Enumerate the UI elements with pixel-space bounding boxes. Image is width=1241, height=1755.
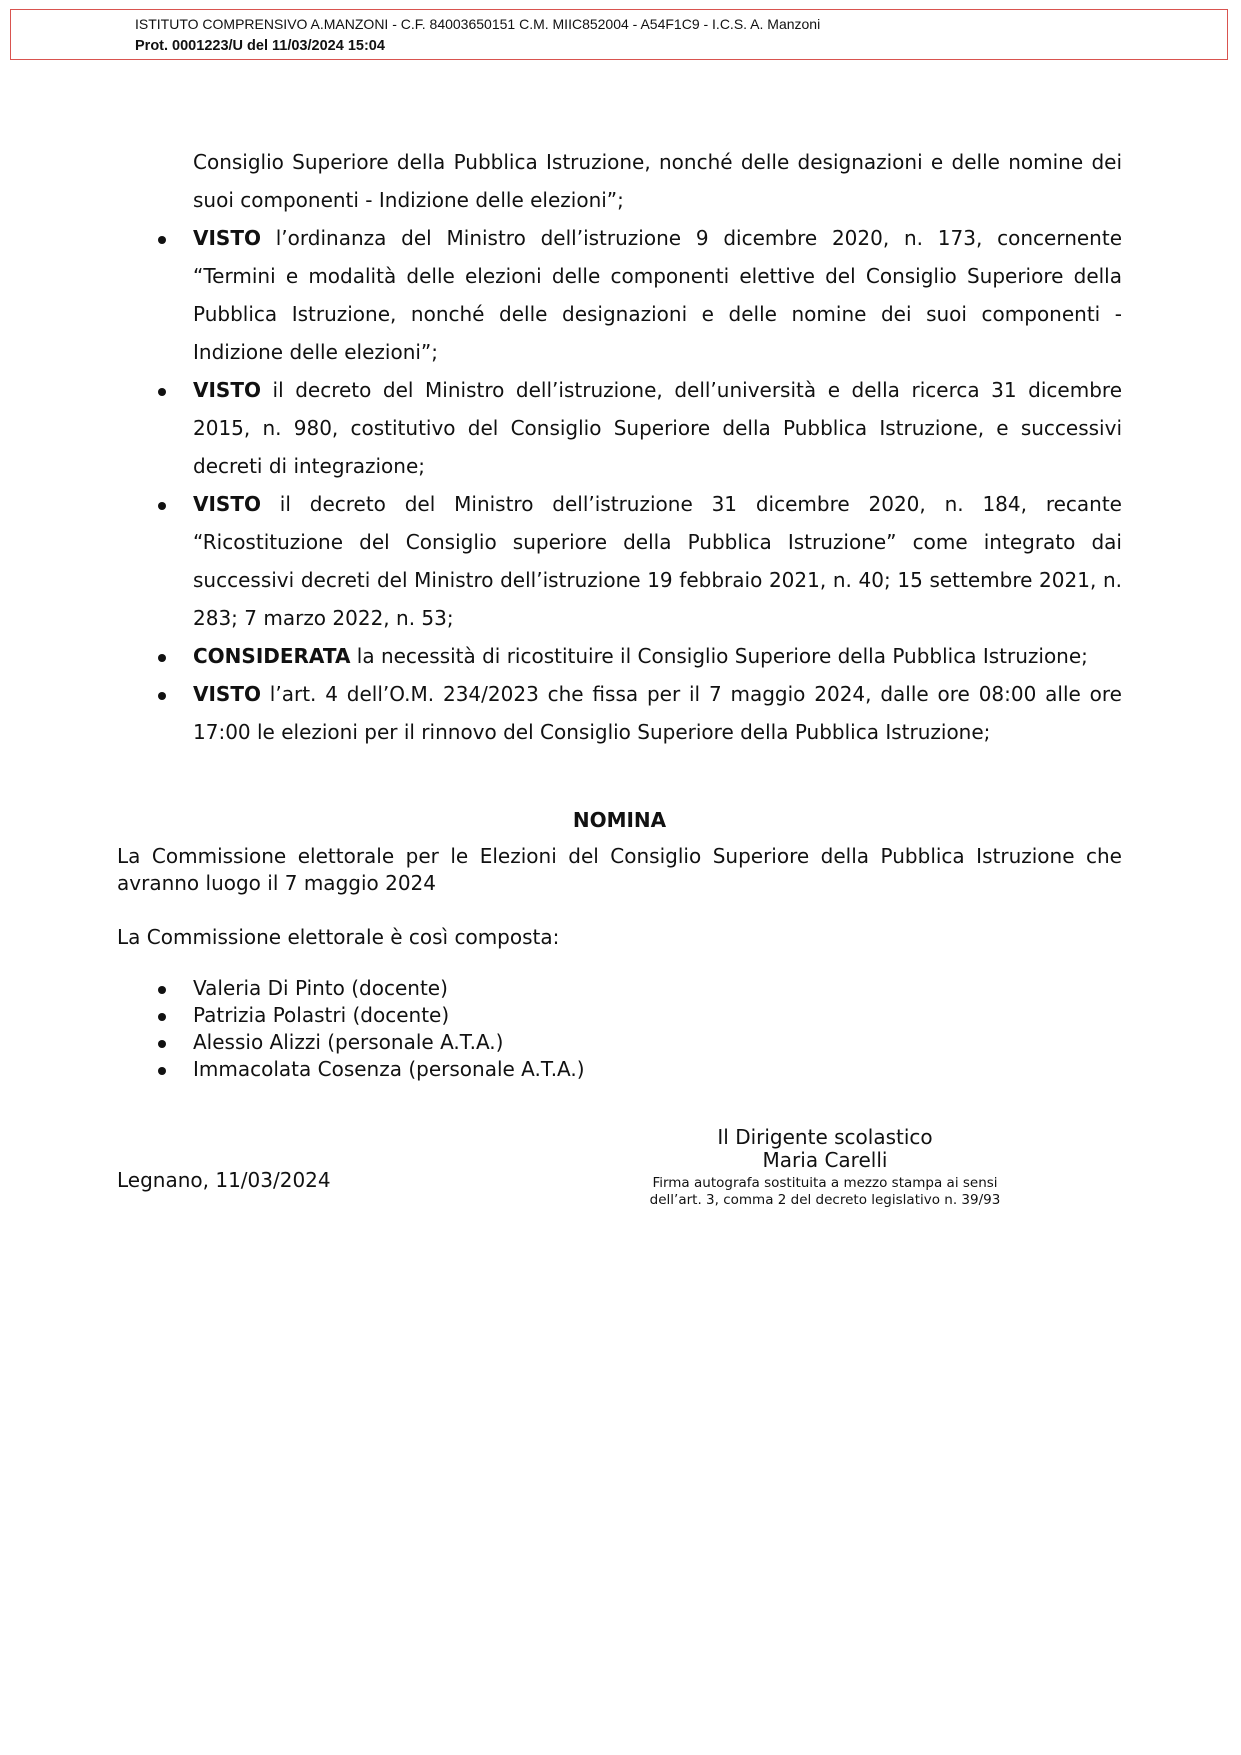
- bullet-icon: [158, 1067, 166, 1075]
- premise-text: il decreto del Ministro dell’istruzione 31 dicembre 2020, n. 184, recante “Ricostituzione del Consiglio superiore della Pubblica Istruzione” come integrato dai successivi decreti del Ministro dell’istruzione 19 febbraio 2021, n. 40; 15 settembre 2021, n. 283; 7 marzo 2022, n. 53;: [193, 492, 1122, 630]
- premise-text: l’ordinanza del Ministro dell’istruzione 9 dicembre 2020, n. 173, concernente “Termini e modalità delle elezioni delle componenti elettive del Consiglio Superiore della Pubblica Istruzione, nonché delle designazioni e delle nomine dei suoi componenti - Indizione delle elezioni”;: [193, 226, 1122, 364]
- signatory-role: Il Dirigente scolastico: [717, 1125, 933, 1149]
- composition-paragraph: La Commissione elettorale è così composta:: [117, 925, 560, 949]
- bullet-icon: [158, 986, 166, 994]
- bullet-icon: [158, 388, 166, 396]
- bullet-icon: [158, 236, 166, 244]
- section-heading: NOMINA: [572, 808, 667, 832]
- document-body: [117, 143, 1122, 1194]
- premise-keyword: VISTO: [193, 226, 261, 250]
- signature-note-line: Firma autografa sostituita a mezzo stampa ai sensi: [652, 1175, 998, 1191]
- member-item: [117, 1056, 1122, 1083]
- bullet-icon: [158, 692, 166, 700]
- protocol-stamp: [10, 9, 1228, 60]
- stamp-protocol-line: Prot. 0001223/U del 11/03/2024 15:04: [135, 38, 385, 54]
- signature-note-line: dell’art. 3, comma 2 del decreto legislativo n. 39/93: [649, 1192, 1001, 1208]
- members-list: [117, 975, 1122, 1083]
- stamp-institute-line: ISTITUTO COMPRENSIVO A.MANZONI - C.F. 84003650151 C.M. MIIC852004 - A54F1C9 - I.C.S. A. Manzoni: [135, 16, 821, 32]
- premise-item: [117, 485, 1122, 637]
- premise-item: [117, 219, 1122, 371]
- place-and-date: Legnano, 11/03/2024: [117, 1168, 331, 1192]
- premise-keyword: CONSIDERATA: [193, 644, 351, 668]
- premise-item: [117, 637, 1122, 675]
- member-name: Immacolata Cosenza (personale A.T.A.): [193, 1057, 585, 1081]
- bullet-icon: [158, 1040, 166, 1048]
- premise-text: l’art. 4 dell’O.M. 234/2023 che fissa per il 7 maggio 2024, dalle ore 08:00 alle ore 17:00 le elezioni per il rinnovo del Consiglio Superiore della Pubblica Istruzione;: [193, 682, 1122, 744]
- premise-item: [117, 675, 1122, 751]
- member-name: Patrizia Polastri (docente): [193, 1003, 450, 1027]
- premise-text: la necessità di ricostituire il Consiglio Superiore della Pubblica Istruzione;: [350, 644, 1088, 668]
- signatory-name: Maria Carelli: [762, 1148, 888, 1172]
- premise-text: il decreto del Ministro dell’istruzione, dell’università e della ricerca 31 dicembre 2015, n. 980, costitutivo del Consiglio Superiore della Pubblica Istruzione, e successivi decreti di integrazione;: [193, 378, 1122, 478]
- premise-item: [117, 371, 1122, 485]
- bullet-icon: [158, 654, 166, 662]
- premise-keyword: VISTO: [193, 492, 261, 516]
- member-name: Alessio Alizzi (personale A.T.A.): [193, 1030, 504, 1054]
- bullet-icon: [158, 1013, 166, 1021]
- member-item: [117, 1029, 1122, 1056]
- member-name: Valeria Di Pinto (docente): [193, 976, 448, 1000]
- appointment-paragraph: La Commissione elettorale per le Elezioni del Consiglio Superiore della Pubblica Istruzione che avranno luogo il 7 maggio 2024: [117, 844, 1122, 895]
- member-item: [117, 975, 1122, 1002]
- member-item: [117, 1002, 1122, 1029]
- bullet-icon: [158, 502, 166, 510]
- premises-list: [117, 219, 1122, 751]
- continuation-text: Consiglio Superiore della Pubblica Istruzione, nonché delle designazioni e delle nomine dei suoi componenti - Indizione delle elezioni”;: [193, 150, 1122, 212]
- premise-keyword: VISTO: [193, 682, 261, 706]
- signature-block: [590, 1126, 1060, 1209]
- premise-keyword: VISTO: [193, 378, 261, 402]
